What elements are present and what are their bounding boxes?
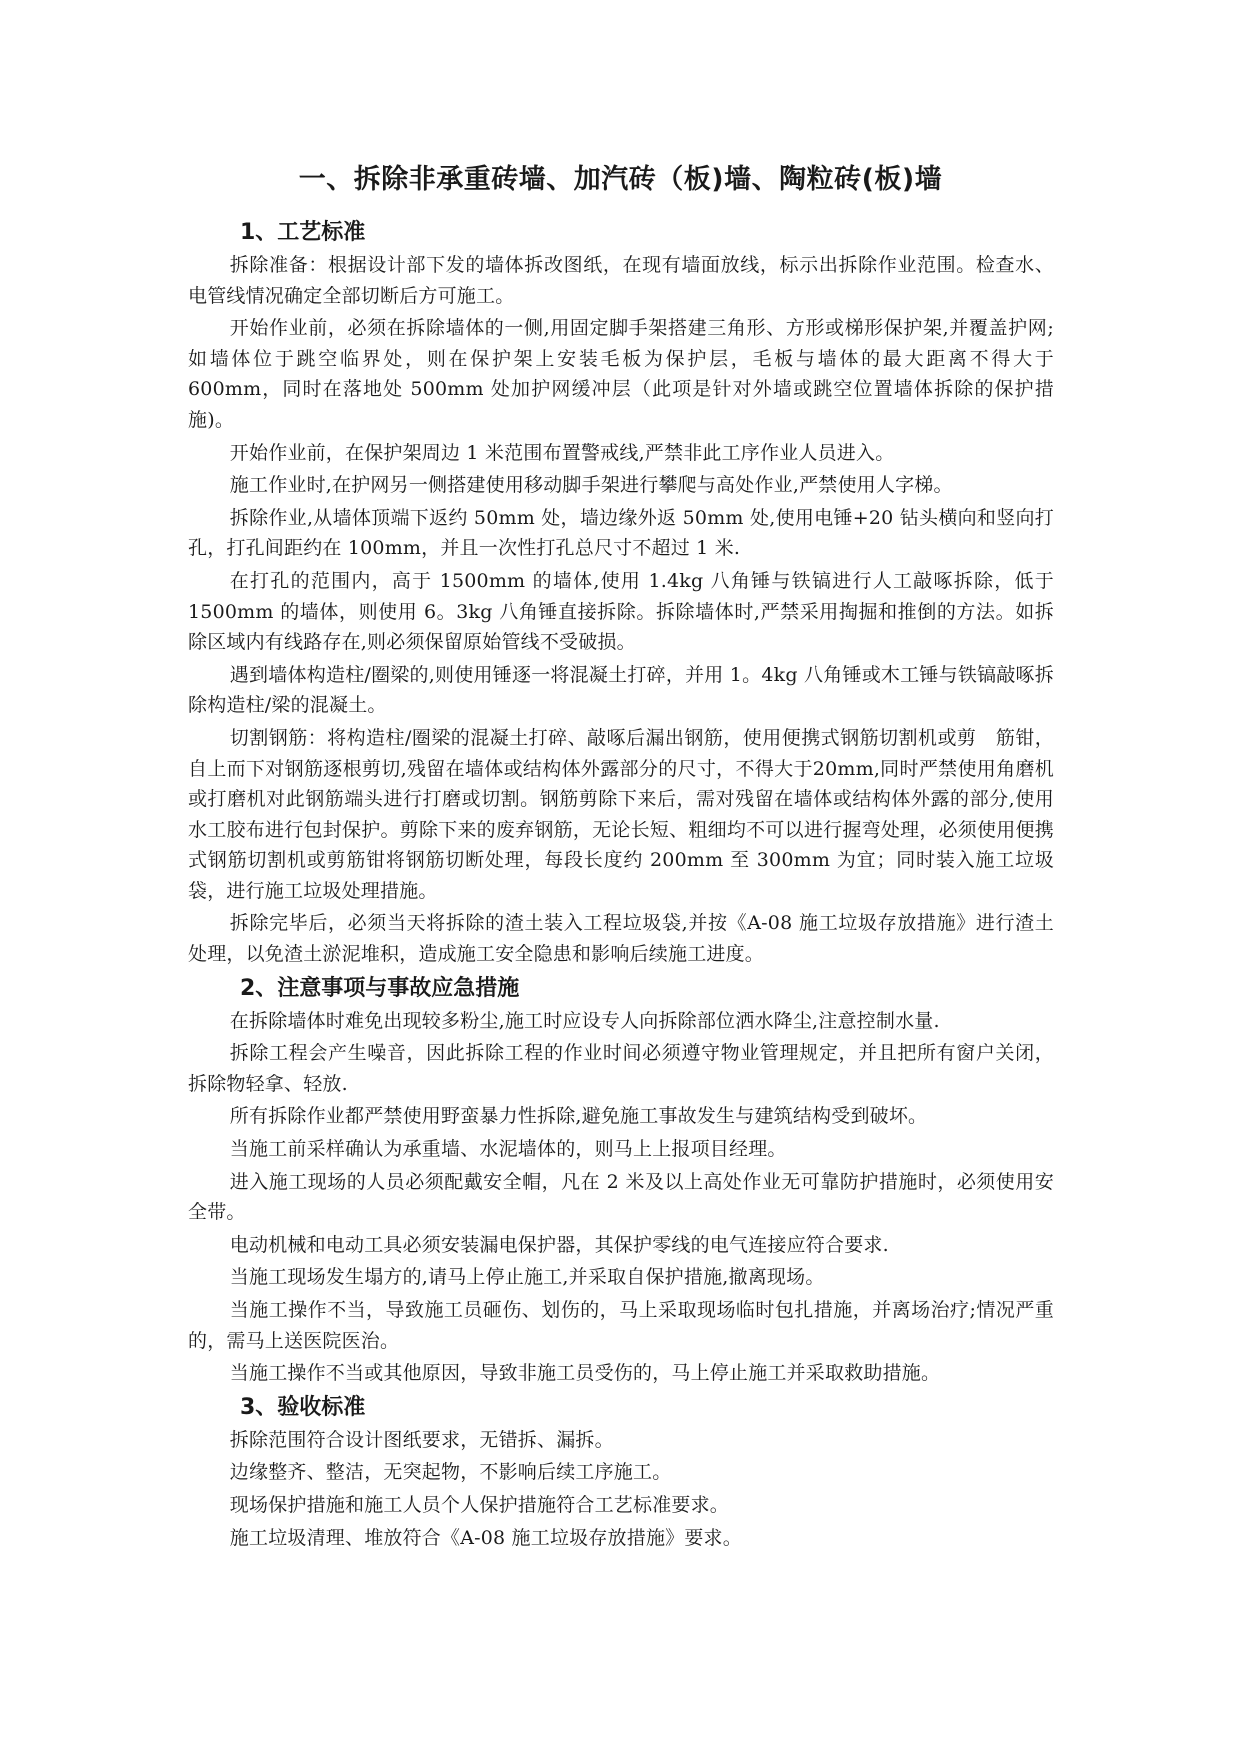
paragraph: 拆除完毕后，必须当天将拆除的渣土装入工程垃圾袋,并按《A-08 施工垃圾存放措施》进行渣土处理，以免渣土淤泥堆积，造成施工安全隐患和影响后续施工进度。 (188, 912, 1054, 966)
paragraph: 施工作业时,在护网另一侧搭建使用移动脚手架进行攀爬与高处作业,严禁使用人字梯。 (229, 474, 953, 497)
section-heading: 3、验收标准 (240, 1394, 366, 1420)
paragraph: 现场保护措施和施工人员个人保护措施符合工艺标准要求。 (229, 1493, 729, 1516)
paragraph: 当施工前采样确认为承重墙、水泥墙体的，则马上上报项目经理。 (229, 1138, 787, 1161)
paragraph: 电动机械和电动工具必须安装漏电保护器，其保护零线的电气连接应符合要求. (229, 1233, 889, 1256)
paragraph: 边缘整齐、整洁，无突起物，不影响后续工序施工。 (229, 1461, 672, 1484)
section-heading: 2、注意事项与事故应急措施 (240, 975, 520, 1001)
paragraph: 在打孔的范围内，高于 1500mm 的墙体,使用 1.4kg 八角锤与铁镐进行人工敲啄拆除，低于 1500mm 的墙体，则使用 6。3kg 八角锤直接拆除。拆除墙体时,严禁采用掏掘和推倒的方法。如拆除区域内有线路存在,则必须保留原始管线不受破损。 (188, 569, 1054, 654)
paragraph: 施工垃圾清理、堆放符合《A-08 施工垃圾存放措施》要求。 (229, 1526, 742, 1549)
document-body (188, 216, 1054, 1555)
paragraph: 拆除准备：根据设计部下发的墙体拆改图纸，在现有墙面放线，标示出拆除作业范围。检查水、电管线情况确定全部切断后方可施工。 (188, 254, 1054, 307)
paragraph: 拆除作业,从墙体顶端下返约 50mm 处，墙边缘外返 50mm 处,使用电锤+20 钻头横向和竖向打孔，打孔间距约在 100mm，并且一次性打孔总尺寸不超过 1 米. (188, 506, 1054, 560)
paragraph: 开始作业前，必须在拆除墙体的一侧,用固定脚手架搭建三角形、方形或梯形保护架,并覆盖护网;如墙体位于跳空临界处，则在保护架上安装毛板为保护层，毛板与墙体的最大距离不得大于 600mm，同时在落地处 500mm 处加护网缓冲层（此项是针对外墙或跳空位置墙体拆除的保护措施)。 (188, 317, 1054, 431)
paragraph: 切割钢筋：将构造柱/圈梁的混凝土打碎、敲啄后漏出钢筋，使用便携式钢筋切割机或剪 筋钳，自上而下对钢筋逐根剪切,残留在墙体或结构体外露部分的尺寸，不得大于20mm,同时严禁使用角磨机或打磨机对此钢筋端头进行打磨或切割。钢筋剪除下来后，需对残留在墙体或结构体外露的部分,使用水工胶布进行包封保护。剪除下来的废弃钢筋，无论长短、粗细均不可以进行握弯处理，必须使用便携式钢筋切割机或剪筋钳将钢筋切断处理，每段长度约 200mm 至 300mm 为宜；同时装入施工垃圾袋，进行施工垃圾处理措施。 (188, 726, 1054, 902)
paragraph: 拆除范围符合设计图纸要求，无错拆、漏拆。 (229, 1428, 614, 1451)
paragraph: 当施工现场发生塌方的,请马上停止施工,并采取自保护措施,撤离现场。 (229, 1266, 825, 1289)
paragraph: 当施工操作不当，导致施工员砸伤、划伤的，马上采取现场临时包扎措施，并离场治疗;情况严重的，需马上送医院医治。 (188, 1299, 1054, 1352)
document-title: 一、拆除非承重砖墙、加汽砖（板)墙、陶粒砖(板)墙 (298, 164, 943, 195)
paragraph: 遇到墙体构造柱/圈梁的,则使用锤逐一将混凝土打碎，并用 1。4kg 八角锤或木工锤与铁镐敲啄拆除构造柱/梁的混凝土。 (188, 663, 1054, 717)
paragraph: 所有拆除作业都严禁使用野蛮暴力性拆除,避免施工事故发生与建筑结构受到破坏。 (229, 1105, 928, 1128)
section-heading: 1、工艺标准 (240, 220, 366, 245)
paragraph: 拆除工程会产生噪音，因此拆除工程的作业时间必须遵守物业管理规定，并且把所有窗户关闭，拆除物轻拿、轻放. (188, 1042, 1054, 1095)
paragraph: 开始作业前，在保护架周边 1 米范围布置警戒线,严禁非此工序作业人员进入。 (229, 441, 895, 464)
paragraph: 当施工操作不当或其他原因，导致非施工员受伤的，马上停止施工并采取救助措施。 (229, 1362, 941, 1385)
paragraph: 在拆除墙体时难免出现较多粉尘,施工时应设专人向拆除部位洒水降尘,注意控制水量. (229, 1009, 940, 1032)
paragraph: 进入施工现场的人员必须配戴安全帽，凡在 2 米及以上高处作业无可靠防护措施时，必须使用安全带。 (188, 1170, 1054, 1224)
